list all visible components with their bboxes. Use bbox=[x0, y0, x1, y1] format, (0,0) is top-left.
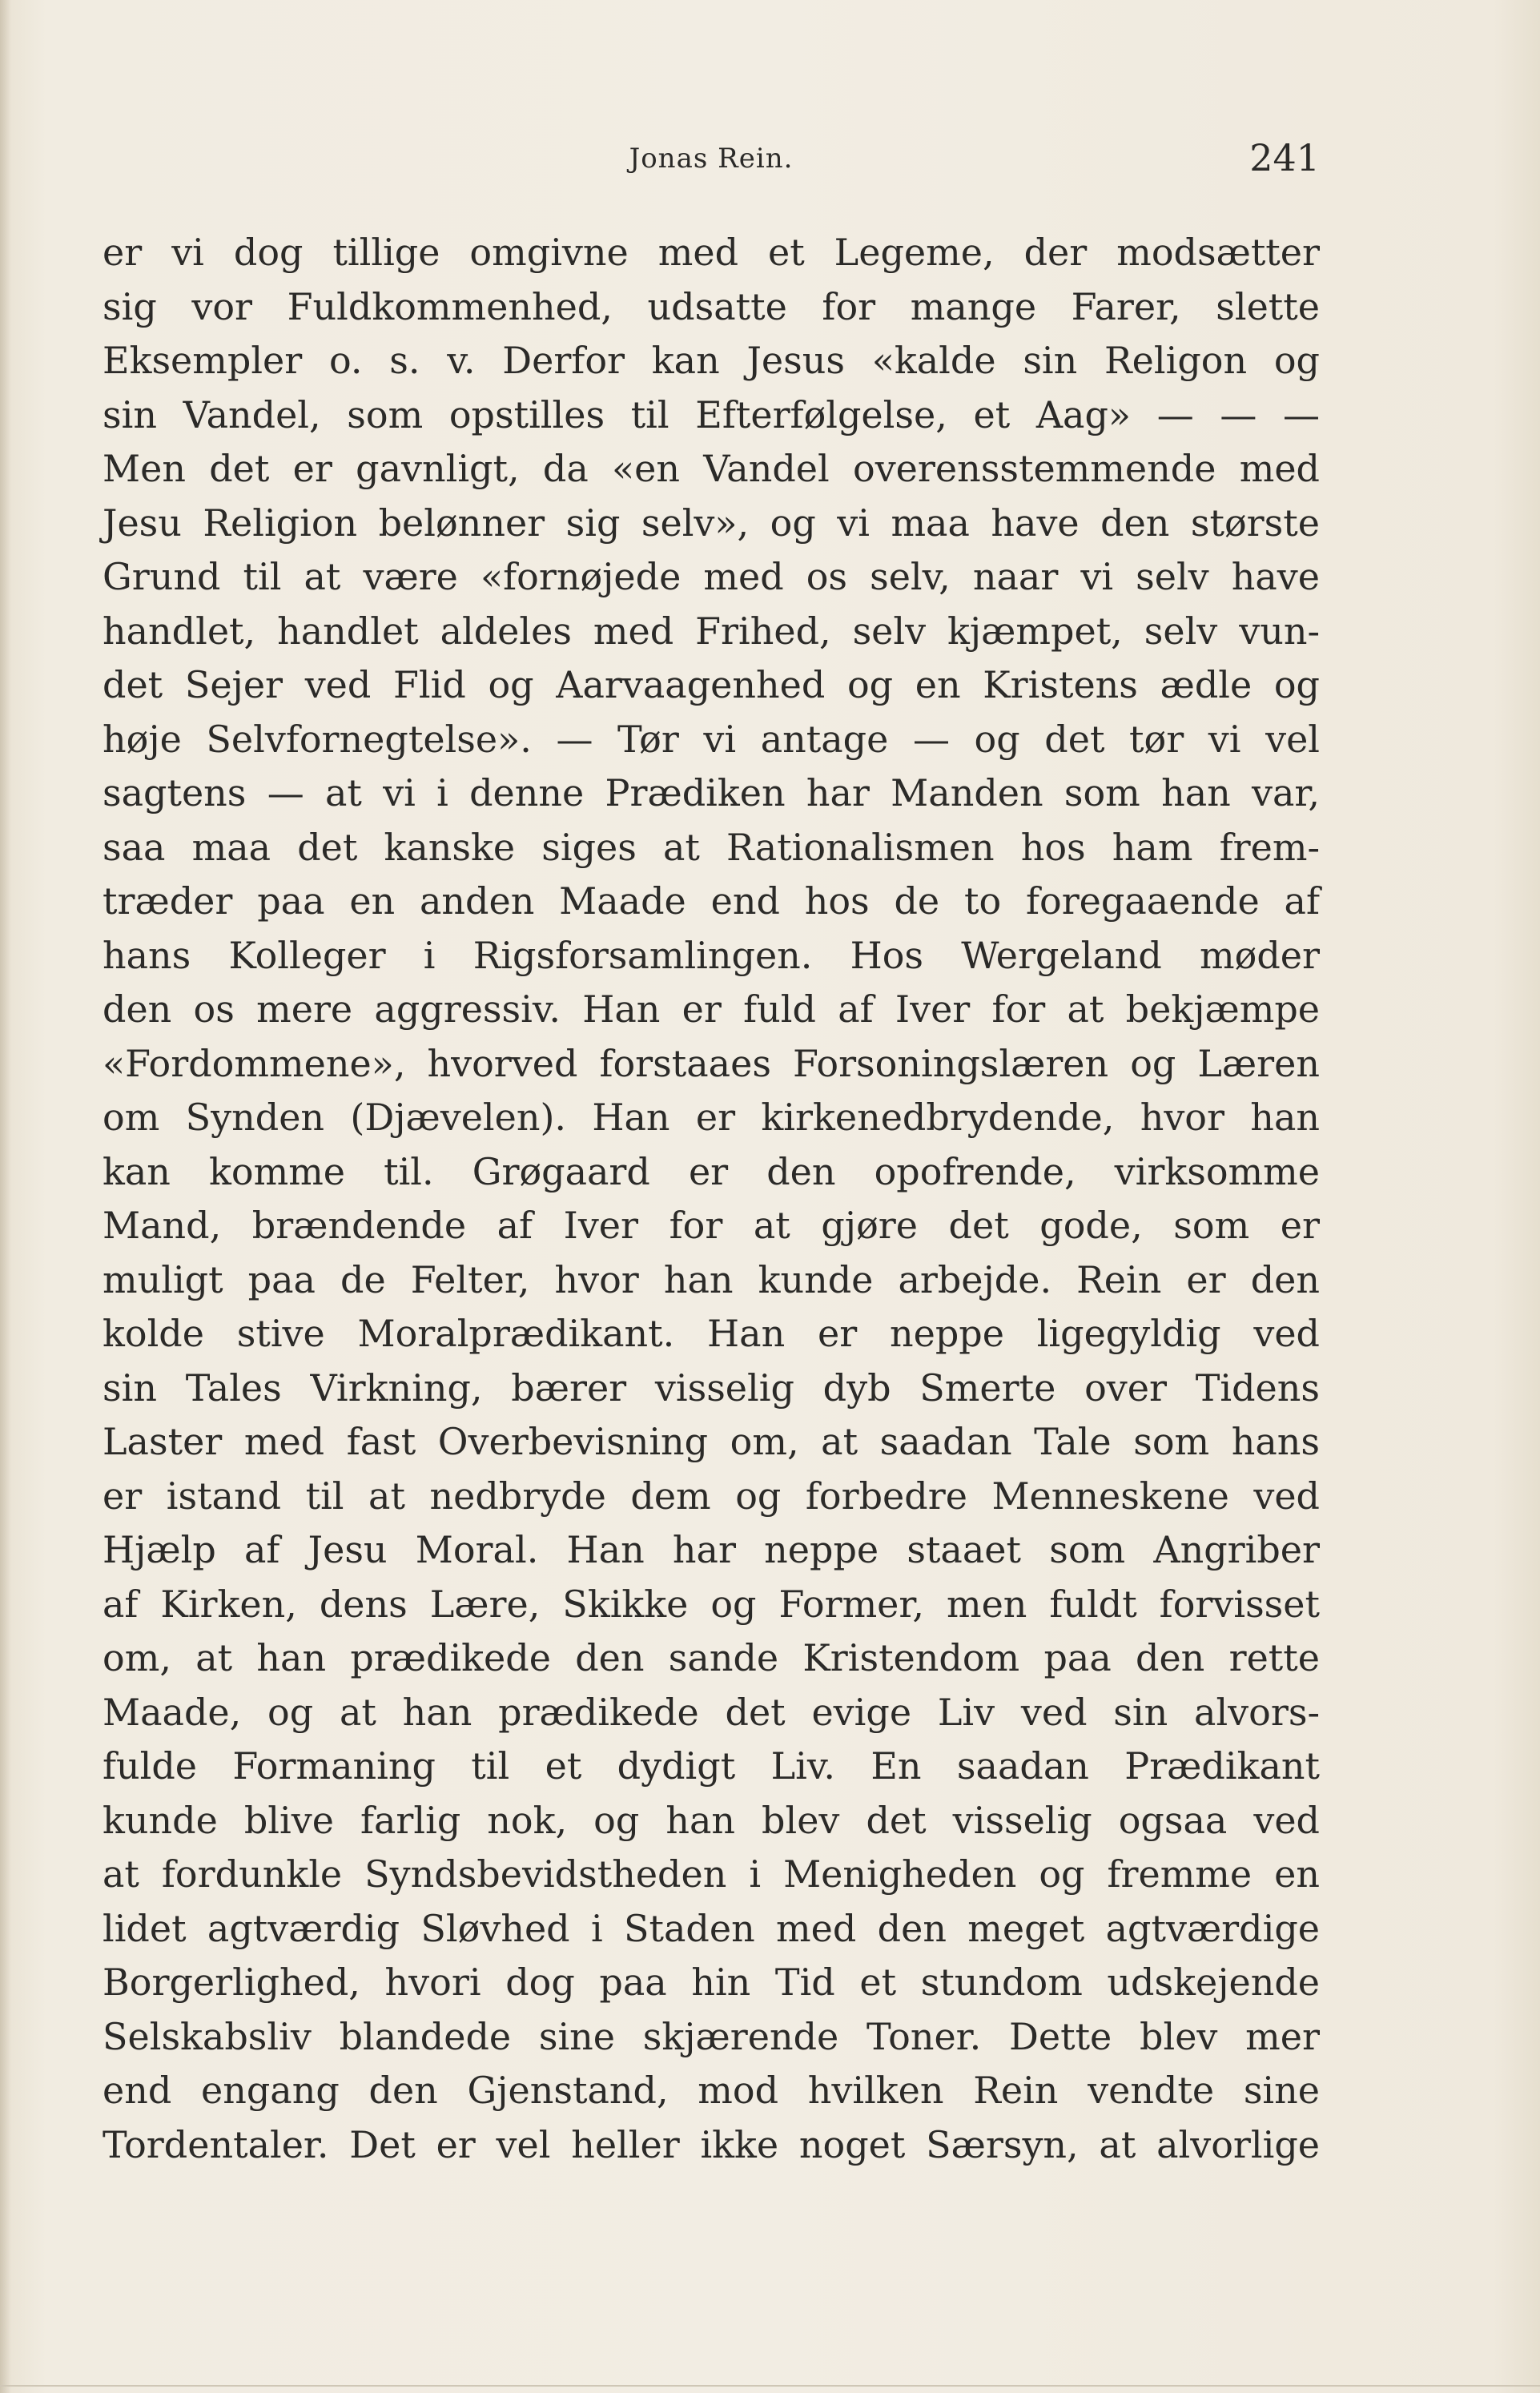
text-line: Hjælp af Jesu Moral. Han har neppe staaet som Angriber bbox=[103, 1528, 1320, 1571]
text-line: lidet agtværdig Sløvhed i Staden med den meget agtværdige bbox=[103, 1906, 1320, 1950]
text-line: sig vor Fuldkommenhed, udsatte for mange Farer, slette bbox=[103, 284, 1320, 328]
text-line: kolde stive Moralprædikant. Han er neppe ligegyldig ved bbox=[103, 1312, 1320, 1355]
text-line: Tordentaler. Det er vel heller ikke noget Særsyn, at alvorlige bbox=[103, 2122, 1320, 2166]
text-line: det Sejer ved Flid og Aarvaagenhed og en Kristens ædle og bbox=[103, 663, 1320, 706]
text-line: Mand, brændende af Iver for at gjøre det gode, som er bbox=[103, 1204, 1320, 1247]
text-line: muligt paa de Felter, hvor han kunde arbejde. Rein er den bbox=[103, 1257, 1320, 1301]
text-line: om Synden (Djævelen). Han er kirkenedbrydende, hvor han bbox=[103, 1096, 1320, 1139]
text-line: Selskabsliv blandede sine skjærende Toner. Dette blev mer bbox=[103, 2014, 1320, 2058]
text-line: om, at han prædikede den sande Kristendom paa den rette bbox=[103, 1636, 1320, 1679]
page-edge bbox=[0, 2385, 1540, 2387]
text-line: hans Kolleger i Rigsforsamlingen. Hos Wergeland møder bbox=[103, 933, 1320, 977]
text-line: Borgerlighed, hvori dog paa hin Tid et stundom udskejende bbox=[103, 1961, 1320, 2004]
text-line: er vi dog tillige omgivne med et Legeme, der modsætter bbox=[103, 231, 1320, 274]
text-line: Eksempler o. s. v. Derfor kan Jesus «kalde sin Religon og bbox=[103, 339, 1320, 382]
text-line: Men det er gavnligt, da «en Vandel overensstemmende med bbox=[103, 447, 1320, 490]
text-line: saa maa det kanske siges at Rationalismen hos ham frem- bbox=[103, 825, 1320, 869]
page-header bbox=[103, 136, 1320, 184]
text-line: sagtens — at vi i denne Prædiken har Manden som han var, bbox=[103, 771, 1320, 814]
text-line: Laster med fast Overbevisning om, at saadan Tale som hans bbox=[103, 1420, 1320, 1463]
spine-shadow bbox=[0, 0, 11, 2393]
text-line: «Fordommene», hvorved forstaaes Forsoningslæren og Læren bbox=[103, 1041, 1320, 1085]
text-line: kunde blive farlig nok, og han blev det visselig ogsaa ved bbox=[103, 1798, 1320, 1842]
text-line: Jesu Religion belønner sig selv», og vi maa have den største bbox=[103, 501, 1320, 545]
text-line: den os mere aggressiv. Han er fuld af Iver for at bekjæmpe bbox=[103, 987, 1320, 1031]
text-line: Maade, og at han prædikede det evige Liv ved sin alvors- bbox=[103, 1690, 1320, 1734]
text-line: handlet, handlet aldeles med Frihed, selv kjæmpet, selv vun- bbox=[103, 609, 1320, 653]
text-line: høje Selvfornegtelse». — Tør vi antage — og det tør vi vel bbox=[103, 717, 1320, 761]
page-number: 241 bbox=[1249, 136, 1320, 179]
text-line: end engang den Gjenstand, mod hvilken Rein vendte sine bbox=[103, 2069, 1320, 2112]
text-line: træder paa en anden Maade end hos de to foregaaende af bbox=[103, 879, 1320, 923]
text-line: Grund til at være «fornøjede med os selv, naar vi selv have bbox=[103, 555, 1320, 598]
running-head: Jonas Rein. bbox=[629, 143, 794, 175]
text-line: sin Tales Virkning, bærer visselig dyb Smerte over Tidens bbox=[103, 1365, 1320, 1410]
text-line: er istand til at nedbryde dem og forbedre Menneskene ved bbox=[103, 1474, 1320, 1518]
text-line: af Kirken, dens Lære, Skikke og Former, men fuldt forvisset bbox=[103, 1582, 1320, 1626]
text-line: at fordunkle Syndsbevidstheden i Menigheden og fremme en bbox=[103, 1852, 1320, 1896]
text-line: fulde Formaning til et dydigt Liv. En saadan Prædikant bbox=[103, 1744, 1320, 1788]
body-text bbox=[103, 226, 1320, 2172]
text-line: kan komme til. Grøgaard er den opofrende, virksomme bbox=[103, 1149, 1320, 1193]
text-line: sin Vandel, som opstilles til Efterfølgelse, et Aag» — — — bbox=[103, 392, 1320, 436]
